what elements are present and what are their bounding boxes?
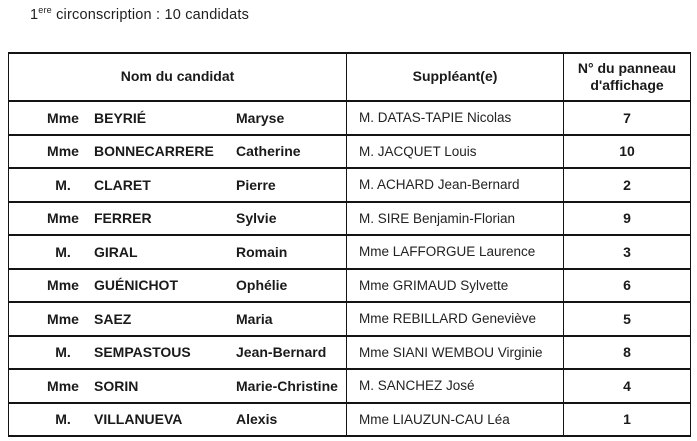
header-substitute: Suppléant(e) — [347, 53, 564, 101]
header-candidate-name: Nom du candidat — [9, 53, 347, 101]
table-row — [9, 403, 691, 437]
candidate-name-cell — [9, 101, 347, 135]
last-name: FERRER — [94, 210, 152, 227]
candidate-name-cell — [9, 369, 347, 403]
candidates-table — [8, 52, 691, 437]
table-body — [9, 101, 691, 436]
first-name: Pierre — [236, 176, 276, 193]
civility-label: M. — [55, 411, 71, 428]
title-number: 1 — [30, 7, 39, 23]
table-row — [9, 168, 691, 202]
substitute-cell: M. SANCHEZ José — [347, 369, 564, 403]
table-row — [9, 235, 691, 269]
candidate-name-cell — [9, 202, 347, 236]
first-name: Ophélie — [236, 277, 288, 294]
substitute-cell: M. ACHARD Jean-Bernard — [347, 168, 564, 202]
civility-label: Mme — [47, 277, 79, 294]
candidate-name-cell — [9, 269, 347, 303]
title-ordinal-suffix: ere — [38, 5, 52, 16]
civility-label: Mme — [47, 310, 79, 327]
table-row — [9, 202, 691, 236]
candidate-name-cell — [9, 302, 347, 336]
first-name: Romain — [236, 243, 288, 260]
civility-label: Mme — [47, 210, 79, 227]
header-panel-number — [564, 53, 691, 101]
table-row — [9, 336, 691, 370]
substitute-cell: Mme GRIMAUD Sylvette — [347, 269, 564, 303]
panel-number-cell: 3 — [564, 235, 691, 269]
civility-label: Mme — [47, 143, 79, 160]
civility-label: M. — [55, 176, 71, 193]
last-name: VILLANUEVA — [94, 411, 183, 428]
first-name: Maria — [236, 310, 273, 327]
substitute-cell: Mme LIAUZUN-CAU Léa — [347, 403, 564, 437]
first-name: Sylvie — [236, 210, 277, 227]
panel-number-cell: 7 — [564, 101, 691, 135]
panel-number-cell: 4 — [564, 369, 691, 403]
table-row — [9, 135, 691, 169]
candidate-name-cell — [9, 168, 347, 202]
last-name: SAEZ — [94, 310, 132, 327]
panel-number-cell: 6 — [564, 269, 691, 303]
substitute-cell: M. SIRE Benjamin-Florian — [347, 202, 564, 236]
substitute-cell: Mme SIANI WEMBOU Virginie — [347, 336, 564, 370]
panel-number-cell: 5 — [564, 302, 691, 336]
table-row — [9, 369, 691, 403]
first-name: Maryse — [236, 109, 285, 126]
substitute-cell: M. JACQUET Louis — [347, 135, 564, 169]
last-name: SEMPASTOUS — [94, 344, 191, 361]
first-name: Jean-Bernard — [236, 344, 327, 361]
substitute-cell: Mme LAFFORGUE Laurence — [347, 235, 564, 269]
civility-label: Mme — [47, 377, 79, 394]
last-name: GUÉNICHOT — [94, 277, 178, 294]
table-row — [9, 101, 691, 135]
last-name: CLARET — [94, 176, 151, 193]
last-name: BONNECARRERE — [94, 143, 214, 160]
header-panel-line1: N° du panneau — [577, 59, 677, 76]
civility-label: M. — [55, 243, 71, 260]
substitute-cell: Mme REBILLARD Geneviève — [347, 302, 564, 336]
header-panel-line2: d'affichage — [590, 77, 664, 93]
candidate-name-cell — [9, 235, 347, 269]
panel-number-cell: 10 — [564, 135, 691, 169]
panel-number-cell: 9 — [564, 202, 691, 236]
candidate-name-cell — [9, 403, 347, 437]
substitute-cell: M. DATAS-TAPIE Nicolas — [347, 101, 564, 135]
candidate-name-cell — [9, 135, 347, 169]
panel-number-cell: 1 — [564, 403, 691, 437]
panel-number-cell: 8 — [564, 336, 691, 370]
last-name: SORIN — [94, 377, 139, 394]
last-name: BEYRIÉ — [94, 109, 147, 126]
civility-label: M. — [55, 344, 71, 361]
table-header — [9, 53, 691, 101]
first-name: Catherine — [236, 143, 301, 160]
first-name: Alexis — [236, 411, 278, 428]
table-row — [9, 302, 691, 336]
page-title — [30, 7, 249, 23]
title-text: circonscription : 10 candidats — [51, 7, 250, 23]
candidate-name-cell — [9, 336, 347, 370]
panel-number-cell: 2 — [564, 168, 691, 202]
civility-label: Mme — [47, 109, 79, 126]
table-row — [9, 269, 691, 303]
first-name: Marie-Christine — [236, 377, 338, 394]
last-name: GIRAL — [94, 243, 138, 260]
